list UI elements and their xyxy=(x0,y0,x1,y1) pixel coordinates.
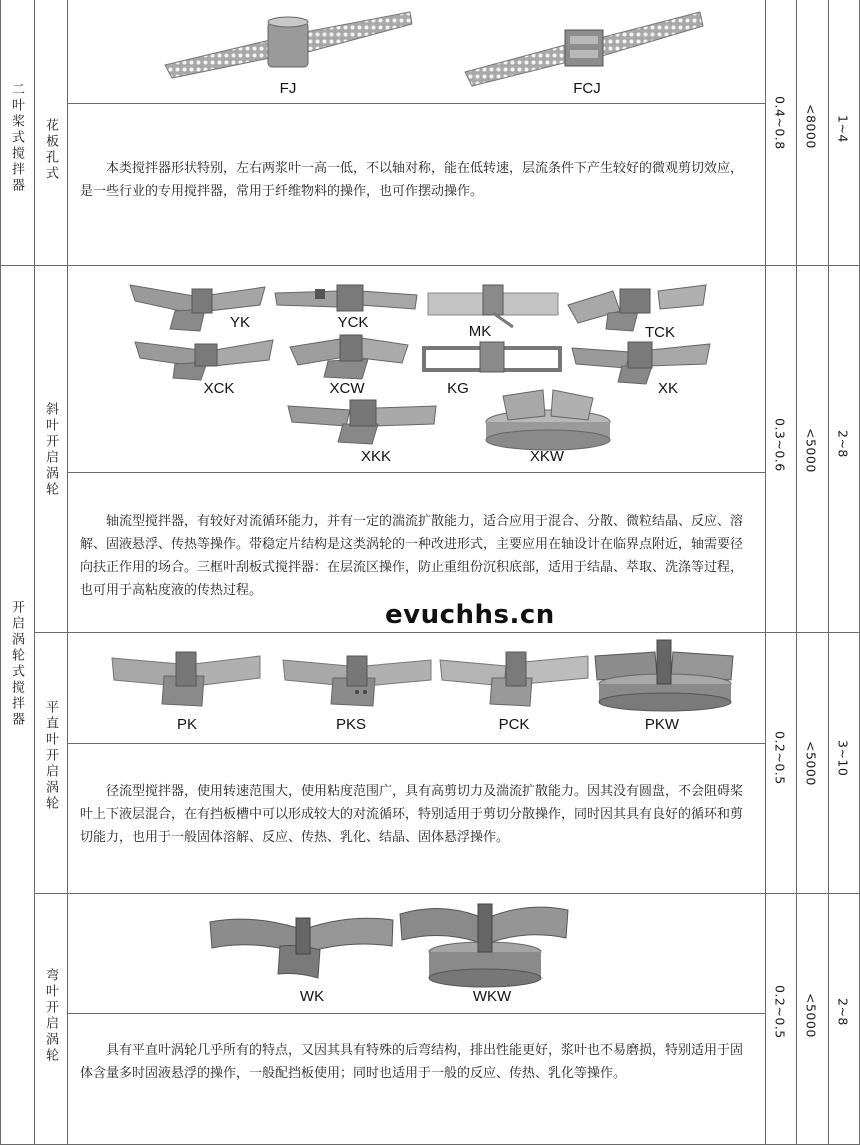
pks-impeller-image xyxy=(283,652,433,708)
xck-impeller-image xyxy=(135,336,275,381)
xcw-impeller-image xyxy=(290,333,410,381)
wkw-impeller-image xyxy=(400,900,570,990)
viscosity-value: 0.4~0.8 xyxy=(772,96,788,150)
pck-impeller-image xyxy=(440,650,590,708)
grid-line xyxy=(34,0,35,1145)
pkw-impeller-image xyxy=(595,640,735,712)
grid-line xyxy=(796,0,797,1145)
grid-line xyxy=(0,0,1,1145)
row-description: 具有平直叶涡轮几乎所有的特点，又因其具有特殊的后弯结构，排出性能更好，浆叶也不易磨损，特别适用于固体含量多时固液悬浮的操作，一般配挡板使用；同时也适用于一般的反应、传热、乳化等操作。 xyxy=(80,1043,744,1081)
grid-line xyxy=(765,0,766,1145)
type-label: 弯叶开启涡轮 xyxy=(43,968,58,1064)
model-label: PCK xyxy=(498,716,530,733)
grid-line xyxy=(34,893,860,894)
model-label: YCK xyxy=(337,314,369,331)
row-description: 径流型搅拌器，使用转速范围大，使用粘度范围广，具有高剪切力及湍流扩散能力。因其没有圆盘，不会阻碍桨叶上下液层混合，在有挡板槽中可以形成较大的对流循环，特别适用于剪切分散操作，同时因其具有良好的循环和剪切能力，也用于一般固体溶解、反应、传热、乳化、结晶、固体悬浮操作。 xyxy=(80,784,744,845)
model-label: XKW xyxy=(529,448,565,465)
type-label: 平直叶开启涡轮 xyxy=(43,700,58,812)
model-label: FJ xyxy=(279,80,297,97)
grid-line xyxy=(828,0,829,1145)
pk-impeller-image xyxy=(112,650,262,708)
kg-impeller-image xyxy=(422,340,562,380)
mk-impeller-image xyxy=(428,283,560,328)
range-value: <5000 xyxy=(803,741,819,786)
type-label: 斜叶开启涡轮 xyxy=(43,402,58,498)
yck-impeller-image xyxy=(275,283,420,318)
model-label: PKS xyxy=(335,716,367,733)
model-label: YK xyxy=(229,314,251,331)
model-label: TCK xyxy=(645,324,675,341)
grid-line xyxy=(34,632,860,633)
type-label: 花板孔式 xyxy=(43,118,58,182)
range-value: <5000 xyxy=(803,993,819,1038)
grid-line xyxy=(67,472,765,473)
grid-line xyxy=(67,743,765,744)
viscosity-value: 0.2~0.5 xyxy=(772,985,788,1039)
range-value: <8000 xyxy=(803,104,819,149)
tck-impeller-image xyxy=(568,283,708,333)
model-label: KG xyxy=(447,380,469,397)
xk-impeller-image xyxy=(572,338,712,386)
fcj-impeller-image xyxy=(460,10,710,85)
model-label: XCK xyxy=(203,380,235,397)
model-label: XK xyxy=(657,380,679,397)
row-description: 轴流型搅拌器，有较好对流循环能力，并有一定的湍流扩散能力，适合应用于混合、分散、微粒结晶、反应、溶解、固液悬浮、传热等操作。带稳定片结构是这类涡轮的一种改进形式，主要应用在轴设计在临界点附近，轴需要径向扶正作用的场合。三框叶刮板式搅拌器：在层流区操作，防止重组份沉积底部，适用于结晶、萃取、洗涤等过程，也可用于高粘度液的传热过程。 xyxy=(80,514,744,598)
ratio-value: 3~10 xyxy=(835,740,851,777)
ratio-value: 2~8 xyxy=(835,430,851,458)
model-label: MK xyxy=(468,323,492,340)
model-label: XCW xyxy=(329,380,365,397)
range-value: <5000 xyxy=(803,428,819,473)
row-description: 本类搅拌器形状特别，左右两浆叶一高一低，不以轴对称，能在低转速，层流条件下产生较好的微观剪切效应，是一些行业的专用搅拌器，常用于纤维物料的操作，也可作摆动操作。 xyxy=(80,161,744,199)
fj-impeller-image xyxy=(160,10,420,80)
category-open-turbine: 开启涡轮式搅拌器 xyxy=(9,600,24,728)
ratio-value: 2~8 xyxy=(835,998,851,1026)
watermark: evuchhs.cn xyxy=(385,600,555,630)
model-label: PKW xyxy=(644,716,680,733)
ratio-value: 1~4 xyxy=(835,115,851,143)
model-label: XKK xyxy=(360,448,392,465)
xkw-impeller-image xyxy=(483,388,613,450)
wk-impeller-image xyxy=(210,908,395,980)
model-label: WKW xyxy=(472,988,512,1005)
xkk-impeller-image xyxy=(288,398,438,446)
category-two-blade: 二叶桨式搅拌器 xyxy=(9,82,24,194)
model-label: PK xyxy=(176,716,198,733)
model-label: FCJ xyxy=(573,80,601,97)
grid-line xyxy=(67,1013,765,1014)
viscosity-value: 0.3~0.6 xyxy=(772,418,788,472)
viscosity-value: 0.2~0.5 xyxy=(772,731,788,785)
model-label: WK xyxy=(299,988,325,1005)
grid-line xyxy=(67,0,68,1145)
grid-line xyxy=(67,103,765,104)
grid-line xyxy=(0,265,860,266)
